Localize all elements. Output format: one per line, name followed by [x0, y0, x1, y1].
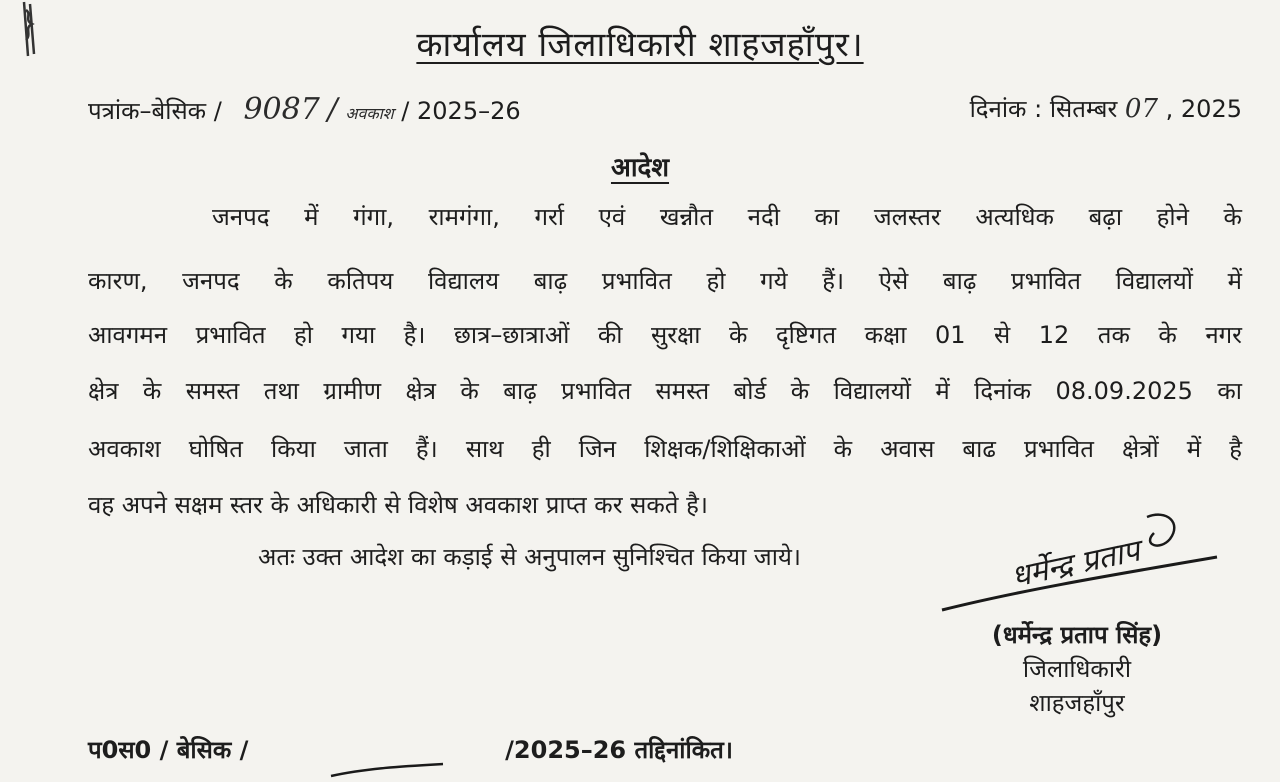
handwritten-ref-number: 9087	[243, 92, 320, 127]
signatory-place: शाहजहाँपुर	[1029, 689, 1125, 717]
svg-text:धर्मेन्द्र प्रताप: धर्मेन्द्र प्रताप	[1008, 533, 1143, 595]
endorsement-label: प0स0 / बेसिक /	[88, 736, 249, 764]
handwritten-stroke	[327, 762, 447, 782]
order-paragraph-line: कारण, जनपद के कतिपय विद्यालय बाढ़ प्रभावित हो गये हैं। ऐसे बाढ़ प्रभावित विद्यालयों में	[88, 267, 1242, 295]
order-paragraph-line: जनपद में गंगा, रामगंगा, गर्रा एवं खन्नौत नदी का जलस्तर अत्यधिक बढ़ा होने के	[212, 203, 1242, 231]
reference-year: / 2025–26	[401, 97, 521, 125]
handwritten-ref-section: अवकाश	[345, 104, 394, 123]
handwritten-date-day: 07	[1124, 94, 1159, 124]
order-paragraph-line: अवकाश घोषित किया जाता हैं। साथ ही जिन शिक्षक/शिक्षिकाओं के अवास बाढ प्रभावित क्षेत्रों में है	[88, 435, 1242, 463]
order-paragraph-line: वह अपने सक्षम स्तर के अधिकारी से विशेष अवकाश प्राप्त कर सकते है।	[88, 491, 708, 519]
signatory-block	[962, 618, 1192, 720]
signatory-name: (धर्मेन्द्र प्रताप सिंह)	[991, 621, 1163, 649]
order-heading: आदेश	[610, 153, 670, 183]
letter-date	[970, 92, 1242, 125]
signatory-designation: जिलाधिकारी	[1022, 655, 1132, 683]
date-label: दिनांक : सितम्बर	[969, 95, 1118, 123]
letter-reference: पत्रांक–बेसिक / 9087 / अवकाश / 2025–26	[88, 92, 521, 127]
order-paragraph-line: क्षेत्र के समस्त तथा ग्रामीण क्षेत्र के बाढ़ प्रभावित समस्त बोर्ड के विद्यालयों में दिनांक 08.09.2025 का	[88, 377, 1242, 405]
date-year: , 2025	[1165, 95, 1242, 123]
order-closing-line: अतः उक्त आदेश का कड़ाई से अनुपालन सुनिश्चित किया जाये।	[258, 543, 801, 571]
office-title: कार्यालय जिलाधिकारी शाहजहाँपुर।	[416, 25, 864, 65]
reference-label: पत्रांक–बेसिक /	[88, 97, 222, 125]
endorsement-suffix: /2025–26 तद्दिनांकित।	[505, 736, 733, 764]
order-paragraph-line: आवगमन प्रभावित हो गया है। छात्र–छात्राओं की सुरक्षा के दृष्टिगत कक्षा 01 से 12 तक के नगर	[88, 321, 1242, 349]
handwritten-signature	[932, 505, 1222, 615]
endorsement-reference	[88, 733, 733, 766]
